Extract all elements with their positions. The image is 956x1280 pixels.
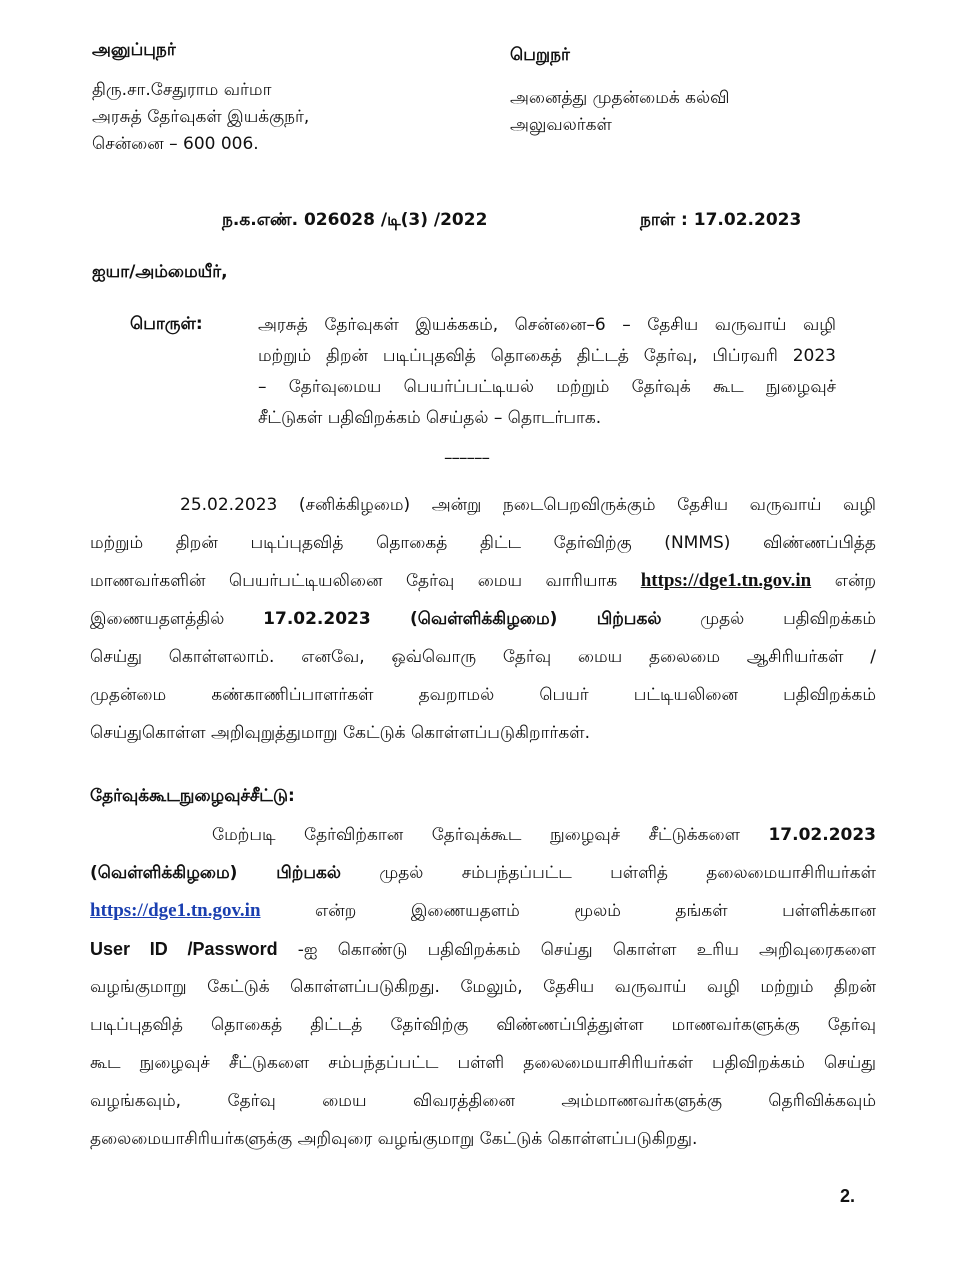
paragraph-1 (90, 486, 876, 752)
sender-label: அனுப்புநர் (92, 40, 176, 60)
paragraph-text: -ஐ கொண்டு பதிவிறக்கம் செய்து கொள்ள உரிய அறிவுரைகளை (297, 940, 877, 960)
divider: –––––– (444, 448, 489, 468)
sender-name: திரு.சா.சேதுராம வர்மா (92, 80, 272, 100)
paragraph-line: மற்றும் திறன் படிப்புதவித் தொகைத் திட்ட தேர்விற்கு (NMMS) விண்ணப்பித்த (90, 533, 876, 553)
paragraph-line: கூட நுழைவுச் சீட்டுகளை சம்பந்தப்பட்ட பள்ளி தலைமையாசிரியர்கள் பதிவிறக்கம் செய்து (90, 1053, 876, 1073)
user-id-password: User ID /Password (90, 939, 278, 959)
paragraph-line (90, 892, 876, 930)
paragraph-text: முதல் பதிவிறக்கம் (700, 609, 876, 629)
subject-line: – தேர்வுமைய பெயர்ப்பட்டியல் மற்றும் தேர்வுக் கூட நுழைவுச் (258, 377, 836, 397)
paragraph-bold-date: 17.02.2023 (768, 825, 877, 845)
sender-address: சென்னை – 600 006. (92, 134, 259, 154)
website-link[interactable]: https://dge1.tn.gov.in (640, 570, 812, 591)
paragraph-line (90, 600, 876, 638)
paragraph-line (90, 816, 876, 854)
subject-line: அரசுத் தேர்வுகள் இயக்ககம், சென்னை–6 – தேசிய வருவாய் வழி (258, 315, 836, 335)
reference-number: ந.க.எண். 026028 /டி(3) /2022 (222, 210, 488, 230)
subject-line: மற்றும் திறன் படிப்புதவித் தொகைத் திட்டத் தேர்வு, பிப்ரவரி 2023 (258, 346, 836, 366)
paragraph-line: படிப்புதவித் தொகைத் திட்டத் தேர்விற்கு விண்ணப்பித்துள்ள மாணவர்களுக்கு தேர்வு (90, 1015, 876, 1035)
paragraph-line: முதன்மை கண்காணிப்பாளர்கள் தவறாமல் பெயர் பட்டியலினை பதிவிறக்கம் (90, 685, 876, 705)
sender-designation: அரசுத் தேர்வுகள் இயக்குநர், (92, 107, 310, 127)
paragraph-line: வழங்குமாறு கேட்டுக் கொள்ளப்படுகிறது. மேலும், தேசிய வருவாய் வழி மற்றும் திறன் (90, 977, 876, 997)
subject-line: சீட்டுகள் பதிவிறக்கம் செய்தல் – தொடர்பாக. (258, 408, 602, 428)
paragraph-bold-day: (வெள்ளிக்கிழமை) பிற்பகல் (90, 863, 341, 883)
section-heading: தேர்வுக்கூடநுழைவுச்சீட்டு: (90, 786, 295, 806)
paragraph-text: முதல் சம்பந்தப்பட்ட பள்ளித் தலைமையாசிரியர்கள் (379, 863, 876, 883)
letter-date: நாள் : 17.02.2023 (640, 210, 802, 230)
page-number: 2. (840, 1186, 856, 1206)
paragraph-line: செய்துகொள்ள அறிவுறுத்துமாறு கேட்டுக் கொள்ளப்படுகிறார்கள். (90, 723, 590, 743)
paragraph-line: செய்து கொள்ளலாம். எனவே, ஒவ்வொரு தேர்வு மைய தலைமை ஆசிரியர்கள் / (90, 647, 876, 667)
recipient-label: பெறுநர் (510, 45, 570, 65)
recipient-line1: அனைத்து முதன்மைக் கல்வி (510, 88, 730, 108)
paragraph-text: என்ற (834, 571, 877, 591)
paragraph-text: என்ற இணையதளம் மூலம் தங்கள் பள்ளிக்கான (315, 901, 876, 921)
paragraph-line (90, 562, 876, 600)
paragraph-line: வழங்கவும், தேர்வு மைய விவரத்தினை அம்மாணவர்களுக்கு தெரிவிக்கவும் (90, 1091, 876, 1111)
paragraph-text: மேற்படி தேர்விற்கான தேர்வுக்கூட நுழைவுச் சீட்டுக்களை (212, 825, 740, 845)
salutation: ஐயா/அம்மையீர், (92, 262, 228, 282)
paragraph-bold-date: 17.02.2023 (வெள்ளிக்கிழமை) பிற்பகல் (263, 609, 662, 629)
paragraph-line (90, 930, 876, 968)
subject-label: பொருள்: (130, 314, 203, 334)
paragraph-text: இணையதளத்தில் (90, 609, 225, 629)
paragraph-line: 25.02.2023 (சனிக்கிழமை) அன்று நடைபெறவிருக்கும் தேசிய வருவாய் வழி (180, 495, 876, 515)
recipient-line2: அலுவலர்கள் (510, 115, 612, 135)
paragraph-text: மாணவர்களின் பெயர்பட்டியலினை தேர்வு மைய வாரியாக (90, 571, 618, 591)
paragraph-line: தலைமையாசிரியர்களுக்கு அறிவுரை வழங்குமாறு கேட்டுக் கொள்ளப்படுகிறது. (90, 1129, 698, 1149)
website-link[interactable]: https://dge1.tn.gov.in (90, 900, 261, 921)
paragraph-2 (90, 816, 876, 1158)
subject-text (258, 310, 836, 434)
paragraph-line (90, 854, 876, 892)
